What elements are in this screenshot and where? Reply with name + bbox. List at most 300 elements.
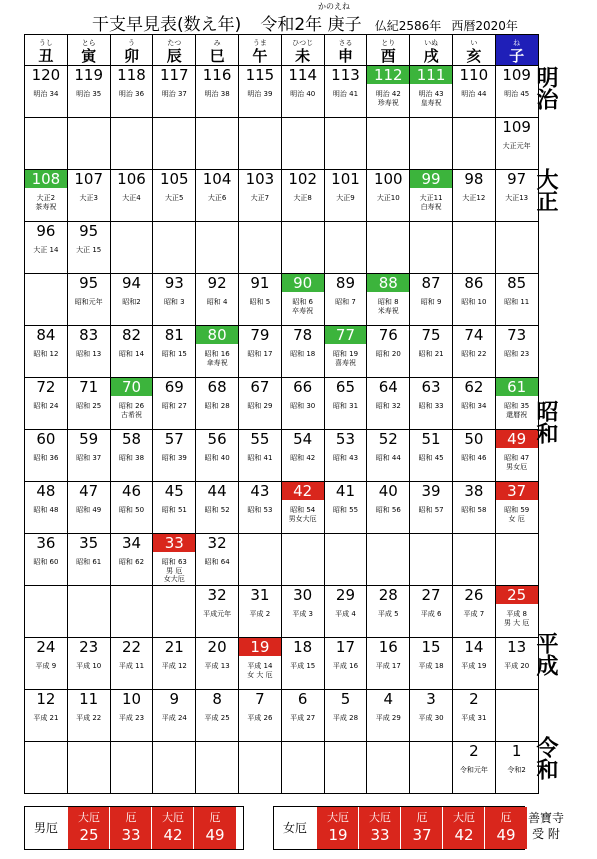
- era-year: 昭和 40: [204, 454, 230, 462]
- age-number: 115: [245, 66, 275, 84]
- age-number: 55: [250, 430, 270, 448]
- age-cell: [25, 326, 68, 378]
- era-year: 昭和 55: [332, 506, 359, 514]
- age-cell: [367, 118, 410, 170]
- age-number: 17: [335, 638, 356, 656]
- era-year: 明治 37: [161, 90, 187, 98]
- era-year: 明治 35: [76, 90, 102, 98]
- age-number: 31: [250, 586, 270, 604]
- age-number: 3: [426, 690, 436, 708]
- age-cell: [67, 66, 110, 118]
- title-butsu: 仏紀2586年: [374, 19, 442, 33]
- era-year: 昭和 21: [418, 350, 444, 358]
- age-cell: [110, 534, 153, 586]
- era-year: 大正9: [336, 194, 355, 202]
- era-label: 大正: [533, 168, 558, 212]
- age-cell: [196, 430, 239, 482]
- age-cell: [67, 430, 110, 482]
- age-number: 113: [331, 66, 360, 84]
- age-number: 24: [36, 638, 56, 656]
- era-year: 平成 5: [377, 610, 399, 618]
- age-cell: [25, 690, 68, 742]
- age-number: 8: [212, 690, 222, 708]
- era-year: 平成元年: [203, 610, 232, 618]
- age-cell: [25, 534, 68, 586]
- age-cell: [281, 482, 324, 534]
- age-number: 88: [367, 274, 409, 292]
- era-year: 平成 28: [332, 714, 359, 722]
- era-year: 昭和 57: [418, 506, 444, 514]
- age-number: 90: [282, 274, 324, 292]
- age-number: 99: [410, 170, 452, 188]
- era-year: 昭和 39: [161, 454, 187, 462]
- age-cell: [110, 66, 153, 118]
- age-cell: [238, 378, 281, 430]
- age-number: 58: [121, 430, 142, 448]
- age-number: 95: [79, 222, 99, 240]
- age-cell: [410, 118, 453, 170]
- era-year: 令和元年: [459, 766, 488, 774]
- age-cell: [281, 742, 324, 794]
- age-number: 21: [164, 638, 184, 656]
- celebration-note: 還暦祝: [506, 411, 528, 419]
- era-year: 平成 31: [461, 714, 487, 722]
- era-year: 平成 26: [247, 714, 273, 722]
- age-cell: [410, 222, 453, 274]
- age-number: 54: [293, 430, 313, 448]
- age-number: 20: [207, 638, 227, 656]
- age-number: 52: [378, 430, 398, 448]
- age-number: 87: [421, 274, 441, 292]
- zodiac-kanji: 午: [252, 47, 268, 65]
- era-year: 大正5: [165, 194, 184, 202]
- age-number: 35: [79, 534, 99, 552]
- age-number: 112: [367, 66, 409, 84]
- yaku-cell: [193, 807, 236, 849]
- zodiac-kana: たつ: [167, 39, 182, 47]
- age-number: 119: [74, 66, 104, 84]
- age-cell: [452, 534, 495, 586]
- age-cell: [495, 534, 538, 586]
- era-year: 昭和 28: [204, 402, 230, 410]
- yaku-cell: [109, 807, 152, 849]
- age-cell: [281, 586, 324, 638]
- age-number: 60: [36, 430, 56, 448]
- age-cell: [281, 430, 324, 482]
- zodiac-header-cell: [281, 35, 324, 66]
- age-cell: [196, 222, 239, 274]
- age-number: 110: [459, 66, 489, 84]
- age-cell: [324, 430, 367, 482]
- era-year: 昭和 23: [504, 350, 530, 358]
- age-cell: [110, 222, 153, 274]
- age-cell: [367, 534, 410, 586]
- age-number: 70: [111, 378, 153, 396]
- age-cell: [367, 430, 410, 482]
- age-number: 78: [293, 326, 313, 344]
- era-year: 平成 21: [33, 714, 59, 722]
- yaku-kind: 大厄: [453, 811, 475, 824]
- era-year: 平成 19: [461, 662, 487, 670]
- age-cell: [495, 274, 538, 326]
- age-cell: [324, 118, 367, 170]
- era-year: 昭和 48: [33, 506, 59, 514]
- age-cell: [110, 586, 153, 638]
- yaku-cell: [400, 807, 443, 849]
- age-cell: [25, 66, 68, 118]
- era-year: 昭和 50: [118, 506, 145, 514]
- age-number: 83: [79, 326, 99, 344]
- age-number: 107: [74, 170, 104, 188]
- zodiac-kanji: 辰: [166, 47, 182, 65]
- age-number: 59: [79, 430, 99, 448]
- female-yaku-label: 女厄: [282, 821, 307, 835]
- age-cell: [281, 118, 324, 170]
- age-number: 46: [121, 482, 142, 500]
- era-year: 大正12: [462, 194, 486, 202]
- age-number: 57: [164, 430, 184, 448]
- age-number: 62: [464, 378, 484, 396]
- era-year: 昭和 9: [420, 298, 442, 306]
- age-cell: [25, 430, 68, 482]
- era-year: 昭和 63: [161, 558, 187, 566]
- age-number: 68: [207, 378, 227, 396]
- age-number: 117: [159, 66, 189, 84]
- age-number: 92: [207, 274, 227, 292]
- era-year: 昭和 15: [161, 350, 187, 358]
- age-cell: [324, 274, 367, 326]
- zodiac-kana: とり: [381, 39, 396, 47]
- era-year: 昭和 58: [461, 506, 487, 514]
- age-number: 100: [373, 170, 403, 188]
- era-year: 平成 6: [420, 610, 442, 618]
- yaku-kind: 厄: [416, 811, 428, 824]
- age-number: 43: [250, 482, 270, 500]
- era-year: 大正元年: [502, 142, 531, 150]
- age-cell: [495, 222, 538, 274]
- era-year: 明治 45: [504, 90, 530, 98]
- era-year: 昭和 22: [461, 350, 487, 358]
- age-cell: [452, 742, 495, 794]
- age-cell: [110, 638, 153, 690]
- age-cell: [67, 638, 110, 690]
- era-year: 大正2: [36, 194, 56, 202]
- age-cell: [281, 326, 324, 378]
- age-number: 94: [121, 274, 142, 292]
- era-year: 昭和 37: [76, 454, 102, 462]
- age-cell: [410, 482, 453, 534]
- age-number: 76: [378, 326, 398, 344]
- era-label: 明治: [533, 66, 558, 110]
- age-cell: [238, 638, 281, 690]
- age-cell: [410, 638, 453, 690]
- age-number: 73: [507, 326, 527, 344]
- age-cell: [196, 534, 239, 586]
- era-year: 昭和 49: [76, 506, 102, 514]
- era-year: 昭和 3: [163, 298, 185, 306]
- age-cell: [110, 118, 153, 170]
- era-year: 昭和2: [122, 298, 141, 306]
- age-number: 105: [159, 170, 189, 188]
- age-number: 53: [335, 430, 356, 448]
- age-cell: [452, 378, 495, 430]
- age-cell: [452, 430, 495, 482]
- era-year: 昭和 29: [247, 402, 273, 410]
- age-number: 51: [421, 430, 441, 448]
- age-cell: [196, 638, 239, 690]
- era-year: 昭和 61: [76, 558, 102, 566]
- temple-stamp: [528, 810, 564, 842]
- era-year: 昭和 26: [118, 402, 145, 410]
- era-year: 大正6: [207, 194, 227, 202]
- age-cell: [367, 326, 410, 378]
- age-cell: [196, 742, 239, 794]
- zodiac-header-cell: [495, 35, 538, 66]
- age-cell: [367, 378, 410, 430]
- age-cell: [281, 222, 324, 274]
- age-number: 1: [511, 742, 522, 760]
- age-cell: [324, 170, 367, 222]
- era-year: 平成 27: [290, 714, 316, 722]
- era-year: 昭和 47: [504, 454, 530, 462]
- era-label: 平成: [533, 632, 558, 676]
- age-number: 106: [117, 170, 146, 188]
- age-cell: [324, 638, 367, 690]
- era-year: 平成 30: [418, 714, 444, 722]
- age-number: 36: [36, 534, 56, 552]
- age-number: 2: [469, 690, 479, 708]
- era-year: 大正11: [419, 194, 443, 202]
- age-number: 81: [164, 326, 184, 344]
- zodiac-kana: い: [470, 39, 478, 47]
- title-seireki: 西暦2020年: [451, 19, 518, 33]
- era-year: 大正7: [250, 194, 270, 202]
- era-year: 大正10: [376, 194, 400, 202]
- age-cell: [67, 170, 110, 222]
- age-number: 118: [117, 66, 146, 84]
- age-cell: [153, 222, 196, 274]
- age-cell: [367, 222, 410, 274]
- age-number: 15: [421, 638, 441, 656]
- era-year: 昭和 45: [418, 454, 444, 462]
- age-number: 95: [79, 274, 99, 292]
- era-year: 平成 23: [118, 714, 145, 722]
- age-cell: [452, 638, 495, 690]
- age-number: 96: [36, 222, 56, 240]
- era-year: 平成 22: [76, 714, 102, 722]
- age-cell: [110, 430, 153, 482]
- age-cell: [25, 482, 68, 534]
- age-cell: [153, 638, 196, 690]
- zodiac-kanji: 子: [509, 47, 525, 65]
- age-cell: [110, 326, 153, 378]
- age-number: 14: [464, 638, 484, 656]
- age-number: 69: [164, 378, 184, 396]
- era-year: 令和2: [507, 766, 526, 774]
- age-number: 104: [202, 170, 232, 188]
- age-number: 49: [496, 430, 538, 448]
- era-year: 昭和 54: [290, 506, 316, 514]
- age-number: 30: [293, 586, 313, 604]
- age-cell: [238, 170, 281, 222]
- era-year: 昭和 31: [332, 402, 359, 410]
- era-year: 平成 16: [332, 662, 359, 670]
- zodiac-kanji: 酉: [380, 47, 396, 65]
- era-year: 昭和 62: [118, 558, 145, 566]
- celebration-note: 茶寿祝: [35, 203, 57, 211]
- age-number: 79: [250, 326, 270, 344]
- age-number: 11: [79, 690, 99, 708]
- zodiac-kanji: 卯: [123, 47, 139, 65]
- zodiac-header-cell: [25, 35, 68, 66]
- age-cell: [281, 170, 324, 222]
- era-year: 明治 41: [332, 90, 359, 98]
- age-number: 50: [464, 430, 484, 448]
- age-cell: [495, 326, 538, 378]
- yaku-kind: 厄: [125, 811, 137, 824]
- age-cell: [67, 326, 110, 378]
- age-cell: [324, 690, 367, 742]
- age-cell: [110, 170, 153, 222]
- age-cell: [25, 378, 68, 430]
- age-number: 4: [383, 690, 394, 708]
- era-year: 昭和 32: [375, 402, 401, 410]
- age-cell: [452, 326, 495, 378]
- age-number: 67: [250, 378, 270, 396]
- age-cell: [281, 378, 324, 430]
- age-cell: [196, 326, 239, 378]
- age-cell: [452, 170, 495, 222]
- age-cell: [281, 690, 324, 742]
- age-cell: [238, 274, 281, 326]
- age-cell: [153, 482, 196, 534]
- yaku-cell: [316, 807, 359, 849]
- era-year: 明治 34: [33, 90, 59, 98]
- age-cell: [495, 482, 538, 534]
- age-cell: [452, 118, 495, 170]
- zodiac-kana: さる: [338, 39, 353, 47]
- celebration-note: 卒寿祝: [292, 307, 314, 315]
- age-number: 16: [378, 638, 398, 656]
- age-number: 5: [340, 690, 351, 708]
- era-year: 昭和 19: [332, 350, 359, 358]
- era-year: 平成 14: [247, 662, 273, 670]
- era-year: 昭和 27: [161, 402, 187, 410]
- age-cell: [281, 66, 324, 118]
- age-cell: [196, 118, 239, 170]
- zodiac-kana: いぬ: [424, 39, 439, 47]
- zodiac-kanji: 巳: [209, 47, 225, 65]
- era-year: 昭和 34: [461, 402, 487, 410]
- age-cell: [410, 742, 453, 794]
- zodiac-kanji: 申: [337, 47, 353, 65]
- zodiac-kanji: 戌: [423, 47, 439, 65]
- age-cell: [67, 690, 110, 742]
- eto-table: [24, 34, 539, 794]
- age-cell: [67, 482, 110, 534]
- age-cell: [153, 170, 196, 222]
- era-year: 昭和 18: [290, 350, 316, 358]
- age-number: 10: [121, 690, 142, 708]
- age-cell: [238, 742, 281, 794]
- era-year: 昭和 42: [290, 454, 316, 462]
- age-cell: [452, 274, 495, 326]
- page-title: [92, 10, 518, 35]
- age-cell: [25, 638, 68, 690]
- celebration-note: 男女厄: [506, 463, 528, 471]
- yaku-cell: [442, 807, 485, 849]
- era-year: 昭和元年: [74, 298, 103, 306]
- zodiac-header-cell: [196, 35, 239, 66]
- age-number: 9: [169, 690, 180, 708]
- age-cell: [67, 222, 110, 274]
- age-number: 61: [496, 378, 538, 396]
- age-number: 33: [153, 534, 195, 552]
- age-cell: [25, 222, 68, 274]
- era-year: 平成 9: [35, 662, 57, 670]
- era-year: 昭和 33: [418, 402, 444, 410]
- era-year: 昭和 13: [76, 350, 102, 358]
- age-cell: [324, 742, 367, 794]
- age-cell: [452, 222, 495, 274]
- age-cell: [410, 586, 453, 638]
- age-cell: [367, 66, 410, 118]
- era-year: 昭和 43: [332, 454, 359, 462]
- age-number: 28: [378, 586, 398, 604]
- zodiac-header-cell: [238, 35, 281, 66]
- age-number: 19: [239, 638, 281, 656]
- age-number: 23: [79, 638, 99, 656]
- age-number: 77: [325, 326, 367, 344]
- yaku-age: 42: [454, 826, 474, 844]
- age-number: 86: [464, 274, 484, 292]
- celebration-note: 珍寿祝: [377, 99, 399, 107]
- era-year: 昭和 16: [204, 350, 230, 358]
- zodiac-header-cell: [410, 35, 453, 66]
- era-year: 昭和 46: [461, 454, 487, 462]
- age-number: 97: [507, 170, 527, 188]
- age-cell: [324, 534, 367, 586]
- yaku-age: 42: [163, 826, 183, 844]
- era-year: 明治 40: [290, 90, 316, 98]
- age-number: 25: [496, 586, 538, 604]
- age-cell: [324, 66, 367, 118]
- age-number: 85: [507, 274, 527, 292]
- female-yaku-box: [273, 806, 525, 850]
- era-year: 平成 8: [506, 610, 527, 618]
- yaku-age: 25: [79, 826, 99, 844]
- era-year: 平成 13: [204, 662, 230, 670]
- yaku-kind: 厄: [209, 811, 221, 824]
- age-cell: [452, 586, 495, 638]
- age-cell: [25, 118, 68, 170]
- yaku-age: 37: [412, 826, 432, 844]
- age-cell: [110, 378, 153, 430]
- era-year: 平成 12: [161, 662, 187, 670]
- yaku-age: 49: [205, 826, 225, 844]
- age-cell: [495, 586, 538, 638]
- age-number: 103: [245, 170, 275, 188]
- age-cell: [238, 118, 281, 170]
- era-year: 昭和 35: [504, 402, 530, 410]
- celebration-note: 男 大 厄: [503, 619, 530, 627]
- age-cell: [410, 690, 453, 742]
- age-number: 71: [79, 378, 99, 396]
- era-year: 平成 7: [463, 610, 485, 618]
- era-year: 昭和 64: [204, 558, 230, 566]
- yaku-age: 33: [370, 826, 390, 844]
- era-year: 昭和 4: [206, 298, 228, 306]
